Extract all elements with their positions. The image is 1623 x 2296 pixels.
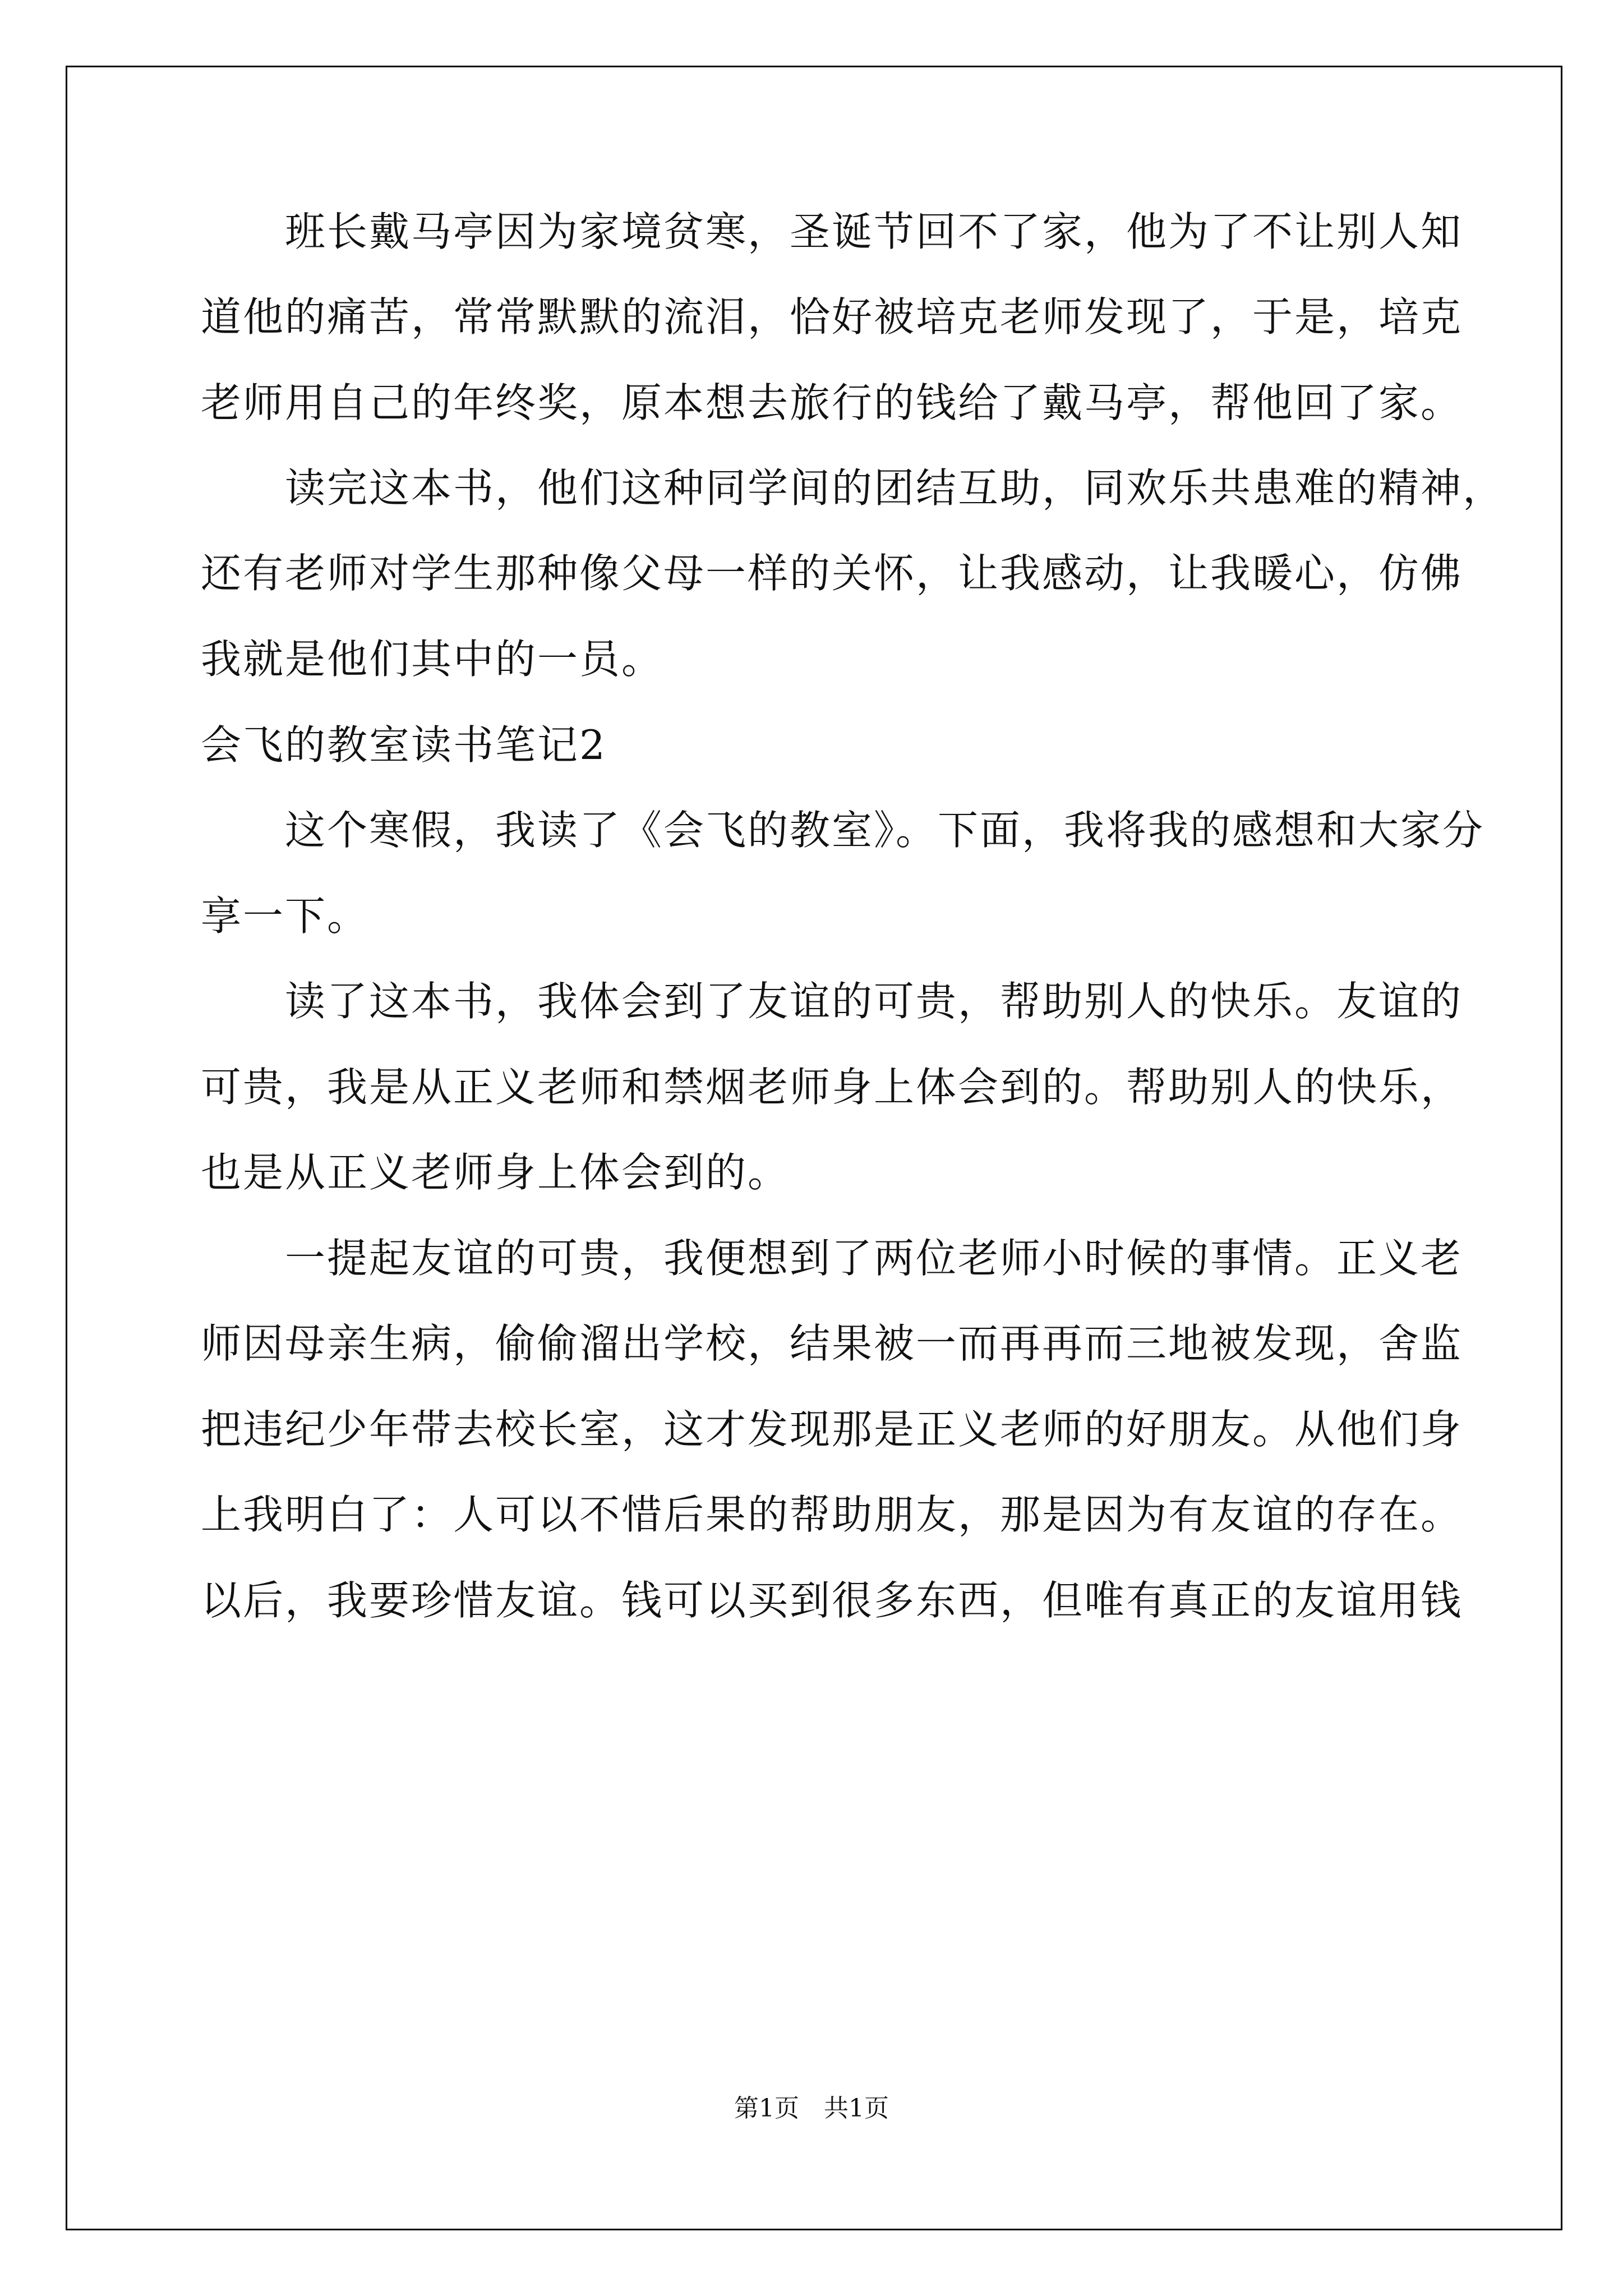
page-number: 第1页 共1页 xyxy=(734,2094,889,2123)
body-line: 以后，我要珍惜友谊。钱可以买到很多东西，但唯有真正的友谊用钱 xyxy=(201,1577,1463,1624)
body-line: 一提起友谊的可贵，我便想到了两位老师小时候的事情。正义老 xyxy=(201,1235,1463,1282)
body-line: 师因母亲生病，偷偷溜出学校，结果被一而再再而三地被发现，舍监 xyxy=(201,1320,1463,1367)
body-line: 这个寒假，我读了《会飞的教室》。下面，我将我的感想和大家分 xyxy=(201,807,1485,854)
document-body xyxy=(201,208,1505,1624)
body-line: 老师用自己的年终奖，原本想去旅行的钱给了戴马亭，帮他回了家。 xyxy=(201,379,1463,426)
body-line: 上我明白了：人可以不惜后果的帮助朋友，那是因为有友谊的存在。 xyxy=(201,1491,1463,1538)
body-line: 我就是他们其中的一员。 xyxy=(201,636,664,683)
body-line: 把违纪少年带去校长室，这才发现那是正义老师的好朋友。从他们身 xyxy=(201,1406,1463,1453)
body-line: 读了这本书，我体会到了友谊的可贵，帮助别人的快乐。友谊的 xyxy=(201,978,1463,1025)
body-line: 读完这本书，他们这种同学间的团结互助，同欢乐共患难的精神， xyxy=(201,464,1505,512)
body-line: 还有老师对学生那种像父母一样的关怀，让我感动，让我暖心，仿佛 xyxy=(201,550,1463,597)
body-line: 道他的痛苦，常常默默的流泪，恰好被培克老师发现了，于是，培克 xyxy=(201,293,1463,341)
body-line: 享一下。 xyxy=(201,892,370,940)
section-heading: 会飞的教室读书笔记2 xyxy=(201,721,607,769)
body-line: 可贵，我是从正义老师和禁烟老师身上体会到的。帮助别人的快乐， xyxy=(201,1064,1463,1111)
body-line: 也是从正义老师身上体会到的。 xyxy=(201,1149,790,1196)
body-line: 班长戴马亭因为家境贫寒，圣诞节回不了家，他为了不让别人知 xyxy=(201,208,1463,255)
